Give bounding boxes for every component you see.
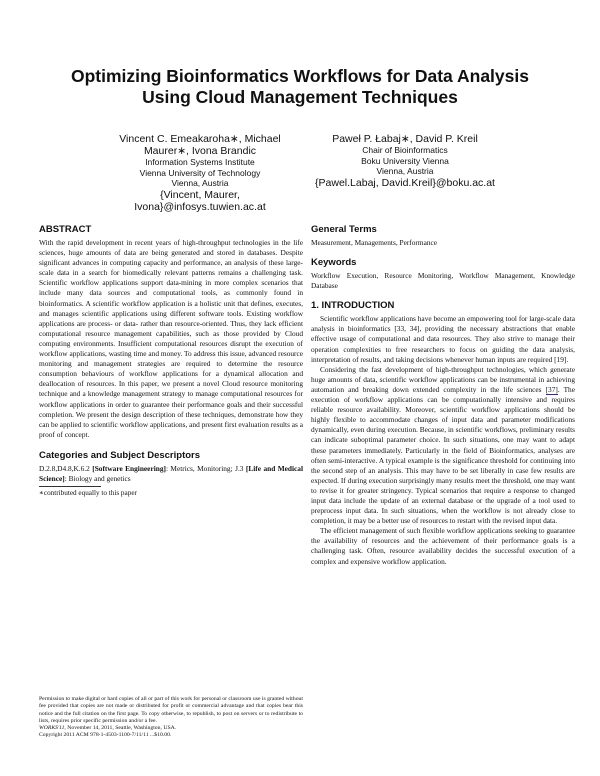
author-email-line-2: Ivona}@infosys.tuwien.ac.at <box>134 201 266 213</box>
general-terms-heading: General Terms <box>311 224 377 235</box>
keywords-heading: Keywords <box>311 257 357 269</box>
permission-text: Permission to make digital or hard copies of all or part of this work for personal or classroom use is granted without fee provided that copies are not made or distributed for profit or commercial advantage and that copies bear this notice and the full citation on the first page. To copy otherwise, to republish, to post on servers or to redistribute to lists, requires prior specific permission and/or a fee. <box>39 696 303 724</box>
author-names-line-1: Vincent C. Emeakaroha∗, Michael <box>119 133 281 145</box>
categories-bold-2: [Life and Medical Science] <box>39 463 304 483</box>
author-names-line-1: Paweł P. Łabaj∗, David P. Kreil <box>332 133 478 145</box>
affiliation-department: Chair of Bioinformatics <box>362 145 448 155</box>
abstract-text: With the rapid development in recent years of high-throughput technologies in the life sciences, huge amounts of data are being generated and stored in databases. Despite significant advances in computing capacity and performance, an analysis of these large-scale data in a search for biomedically relevant patterns remains a challenging task. Scientific workflow applications support data-mining in more complex scenarios that include many data sources and computational tools, as commonly found in bioinformatics. A scientific workflow application is a holistic unit that defines, executes, and manages scientific applications using different software tools. Existing workflow applications are process- or data- rather than resource-oriented. Thus, they lack efficient computational resource management capabilities, such as those provided by Cloud computing environments. Insufficient computational resources disrupt the execution of workflow applications, wasting time and money. To address this issue, advanced resource monitoring and management strategies are required to determine the resource consumption behaviours of workflow applications for a dynamical allocation and deallocation of resources. In this paper, we present a novel Cloud resource monitoring technique and a knowledge management strategy to manage computational resources for workflow applications in order to guarantee their performance goals and their successful completion. We present the design description of these techniques, demonstrate how they can be applied to scientific workflow applications, and present first evaluation results as a proof of concept. <box>39 238 303 439</box>
intro-paragraph-2 <box>311 365 575 527</box>
affiliation-location: Vienna, Austria <box>171 178 229 188</box>
categories-part-1: D.2.8,D4.8,K.6.2 <box>39 463 93 473</box>
introduction-heading: 1. INTRODUCTION <box>311 300 395 312</box>
right-column <box>311 224 575 567</box>
intro-paragraph-3: The efficient management of such flexible workflow applications seeking to guarantee the availability of resources and the achievement of their performance goals is a challenging task. Often, resource availability decides the successful execution of a complex and expensive workflow application. <box>311 526 575 566</box>
footnote: ∗contributed equally to this paper <box>39 489 137 498</box>
general-terms-text: Measurement, Managements, Performance <box>311 238 438 247</box>
author-block-left <box>100 133 300 214</box>
affiliation-location: Vienna, Austria <box>376 166 434 176</box>
intro-paragraph-1: Scientific workflow applications have become an empowering tool for large-scale data analysis in bioinformatics [33, 34], providing the necessary abstractions that enable effective usage of computational and data resources. They also strive to manage their operation complexities to free researchers to focus on guiding the data analysis, interpretation of results, and taking decisions whenever human inputs are required [19]. <box>311 314 575 364</box>
affiliation-university: Boku University Vienna <box>361 155 449 166</box>
categories-part-2: : Metrics, Monitoring; J.3 <box>165 463 246 473</box>
copyright-line: Copyright 2011 ACM 978-1-4503-1100-7/11/11 ...$10.00. <box>39 732 172 739</box>
footnote-rule <box>39 486 101 487</box>
citation-link[interactable]: [37] <box>545 384 558 394</box>
author-email-line-1: {Vincent, Maurer, <box>160 188 240 201</box>
venue-name: WORKS'11, <box>39 725 66 732</box>
categories-bold-1: [Software Engineering] <box>92 463 166 473</box>
title-line-1: Optimizing Bioinformatics Workflows for Data Analysis <box>71 66 529 86</box>
intro-paragraph-2-rest: . The execution of workflow applications can be computationally intensive and requires reliable resource availability. Moreover, scientific workflow applications should be highly flexible to accommodate changes of input data and parameter modifications dynamically, even during execution. Because, in scientific workflows, preliminary results can indicate suboptimal parameter choice. In such situations, one may want to adapt these parameters immediately. Particularly in the field of Bioinformatics, analyses are often semi-interactive. A typical example is the significance threshold for continuing into the second step of an analysis. This may have to be set liberally in case few results are expected. If during execution surprisingly many results meet the threshold, one may want to revise it for greater stringency. Typical scenarios that require a response to changed input data include the update of an external database or the upgrade of a tool used to preprocess input data. In such situations, when the workflow is not already close to completion, it may be a better use of resources to restart with the revised input data. <box>311 384 575 526</box>
categories-heading: Categories and Subject Descriptors <box>39 449 201 461</box>
affiliation-university: Vienna University of Technology <box>139 167 261 178</box>
categories-part-3: : Biology and genetics <box>64 473 131 483</box>
title-line-2: Using Cloud Management Techniques <box>142 87 458 107</box>
affiliation-department: Information Systems Institute <box>145 157 255 167</box>
author-block-right <box>305 133 505 189</box>
paper-title <box>40 66 560 108</box>
permission-notice <box>39 696 303 740</box>
venue-details: November 14, 2011, Seattle, Washington, USA. <box>65 725 177 732</box>
keywords-text: Workflow Execution, Resource Monitoring, Workflow Management, Knowledge Database <box>311 271 575 291</box>
author-names-line-2: Maurer∗, Ivona Brandic <box>143 145 257 157</box>
author-email-line-1: {Pawel.Labaj, David.Kreil}@boku.ac.at <box>315 176 495 189</box>
left-column <box>39 224 303 498</box>
intro-paragraph-2-start: Considering the fast development of high-throughput technologies, which generate huge amounts of data, scientific workflow applications can be instrumental in achieving automation and breaking down extended complexity in the life sciences <box>311 364 575 394</box>
categories-text <box>39 464 303 484</box>
abstract-heading: ABSTRACT <box>39 224 92 235</box>
